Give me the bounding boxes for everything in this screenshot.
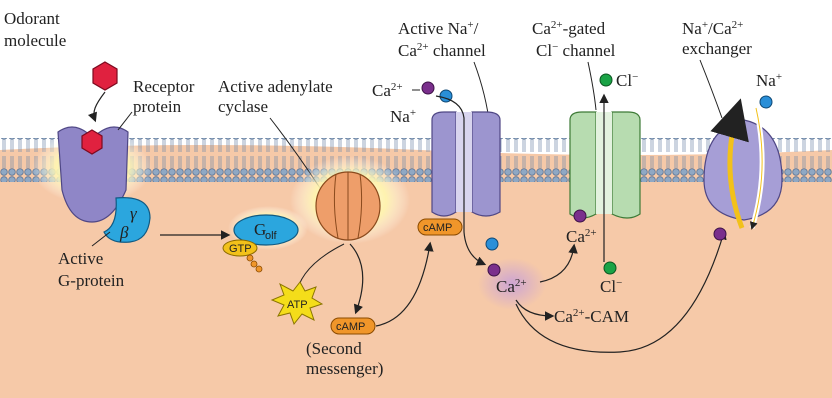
ca-ion-exchanger: [714, 228, 726, 240]
beta-label: β: [120, 223, 129, 242]
odorant-label-line2: molecule: [4, 31, 67, 50]
g-olf-subscript: olf: [265, 230, 277, 242]
na-channel-right-half: [472, 112, 500, 216]
camp-upper-label: cAMP: [423, 222, 453, 234]
na-channel-label-line2: $Ca^{2+}$ channel: [398, 41, 486, 60]
g-olf-label: G: [254, 220, 267, 239]
cl-channel-label-line2: Cl− channel: [536, 41, 616, 60]
adenylate-label-line2: cyclase: [218, 97, 269, 116]
active-g-label-line1: Active: [58, 249, 104, 268]
cl-channel-right-half: [612, 112, 640, 218]
na-ion-inside: [486, 238, 498, 250]
exchanger-label-line1: $Na^+/Ca^{2+}$: [682, 19, 744, 38]
phosphate-2: [251, 261, 257, 267]
exchanger-label-line2: exchanger: [682, 39, 752, 58]
ca-ion-outside: [422, 82, 434, 94]
ca-in-label: $Ca^{2+}$: [372, 81, 403, 100]
gtp-label: GTP: [229, 243, 252, 255]
receptor-label-line2: protein: [133, 97, 182, 116]
second-messenger-line2: messenger): [306, 359, 384, 378]
active-g-label-line2: G-protein: [58, 271, 125, 290]
phosphate-3: [256, 266, 262, 272]
receptor-label-line1: Receptor: [133, 77, 195, 96]
camp-lower-label: cAMP: [336, 321, 366, 333]
na-exch-label: Na+: [756, 71, 783, 90]
atp-label: ATP: [287, 299, 308, 311]
second-messenger-line1: (Second: [306, 339, 362, 358]
odorant-label-line1: Odorant: [4, 9, 60, 28]
cl-ion-outside: [600, 74, 612, 86]
ca-bind-label: $Ca^{2+}$: [566, 227, 597, 246]
gamma-label: γ: [130, 204, 137, 223]
adenylate-label-line1: Active adenylate: [218, 77, 333, 96]
na-channel-left-half: [432, 112, 456, 216]
cl-ion-inside: [604, 262, 616, 274]
cl-in-label: Cl−: [600, 277, 623, 296]
phosphate-1: [247, 255, 253, 261]
cl-channel-label-line1: $Ca^{2+}$-gated: [532, 19, 606, 38]
ca-cam-label: $Ca^{2+}$-CAM: [554, 307, 630, 326]
na-ion-exchanger: [760, 96, 772, 108]
bound-odorant-hexagon: [82, 130, 102, 154]
ca-ion-inside: [488, 264, 500, 276]
na-in-label: Na+: [390, 107, 417, 126]
cl-out-label: Cl−: [616, 71, 639, 90]
cl-channel-left-half: [570, 112, 596, 218]
ca-center-label: $Ca^{2+}$: [496, 277, 527, 296]
na-channel-label-line1: Active Na+/: [398, 19, 479, 38]
ca-ion-bound: [574, 210, 586, 222]
